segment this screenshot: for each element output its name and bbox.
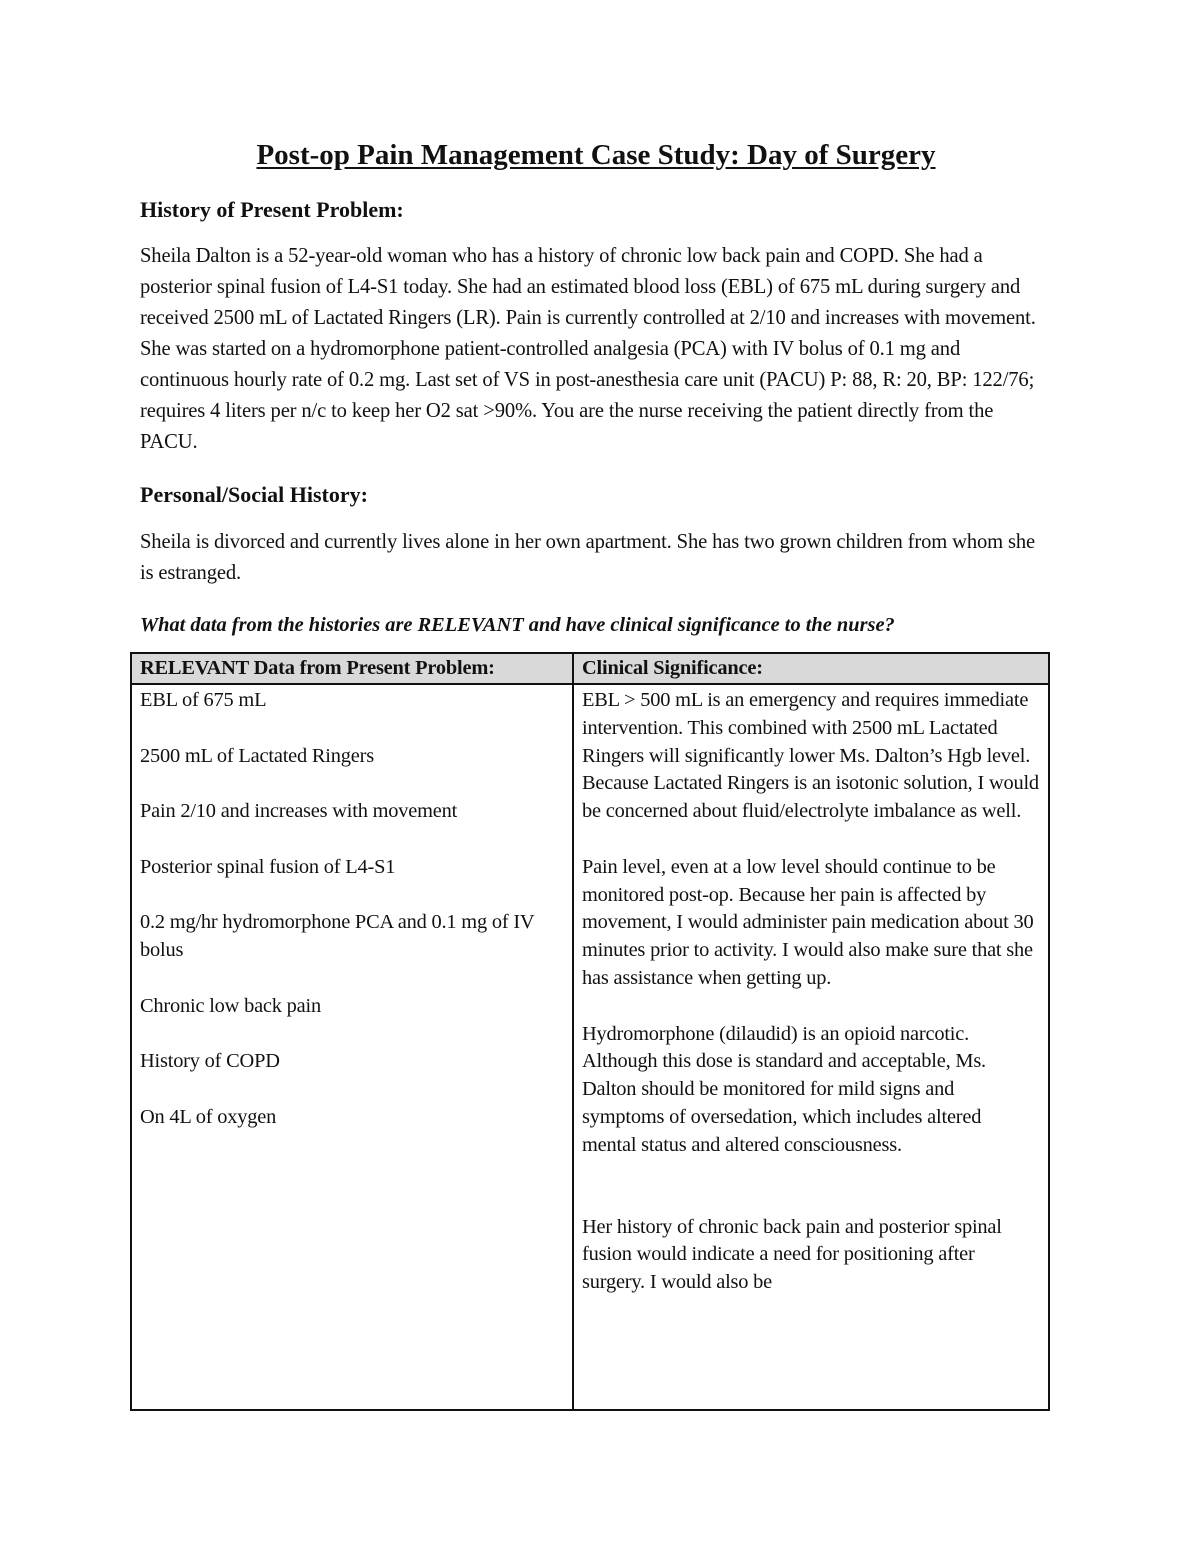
significance-paragraph: Hydromorphone (dilaudid) is an opioid narcotic. Although this dose is standard and acceptable, Ms. Dalton should be monitored for mild signs and symptoms of oversedation, which includes altered mental status and altered consciousness.: [582, 1022, 986, 1156]
list-item: EBL of 675 mL: [140, 689, 267, 711]
list-item: On 4L of oxygen: [140, 1105, 277, 1128]
significance-paragraph: Pain level, even at a low level should continue to be monitored post-op. Because her pain is affected by movement, I would administer pain medication about 30 minutes prior to activity. I would also make sure that she has assistance when getting up.: [582, 855, 1034, 989]
social-history-paragraph: Sheila is divorced and currently lives alone in her own apartment. She has two grown children from whom she is estranged.: [140, 530, 1035, 584]
relevant-data-table: [130, 652, 1050, 1411]
list-item: Chronic low back pain: [140, 994, 321, 1017]
social-history-heading: Personal/Social History:: [140, 482, 368, 508]
list-item: 2500 mL of Lactated Ringers: [140, 744, 374, 767]
list-item: 0.2 mg/hr hydromorphone PCA and 0.1 mg of IV bolus: [140, 911, 535, 962]
table-row: [131, 684, 1049, 1410]
table-header-row: [131, 653, 1049, 684]
document-title: Post-op Pain Management Case Study: Day of Surgery: [256, 139, 936, 171]
header-clinical-significance: Clinical Significance:: [573, 653, 1049, 684]
relevance-question: What data from the histories are RELEVANT and have clinical significance to the nurse?: [140, 613, 895, 636]
significance-paragraph: Her history of chronic back pain and posterior spinal fusion would indicate a need for positioning after surgery. I would also be: [582, 1215, 1002, 1294]
document-page: [140, 138, 1052, 653]
list-item: History of COPD: [140, 1050, 280, 1073]
list-item: Pain 2/10 and increases with movement: [140, 800, 458, 823]
clinical-significance-cell: [573, 684, 1049, 1410]
history-heading: History of Present Problem:: [140, 196, 404, 222]
header-relevant-data: RELEVANT Data from Present Problem:: [131, 653, 573, 684]
relevant-data-cell: [131, 684, 573, 1410]
history-paragraph: Sheila Dalton is a 52-year-old woman who has a history of chronic low back pain and COPD. She had a posterior spinal fusion of L4-S1 today. She had an estimated blood loss (EBL) of 675 mL during surgery and received 2500 mL of Lactated Ringers (LR). Pain is currently controlled at 2/10 and increases with movement. She was started on a hydromorphone patient-controlled analgesia (PCA) with IV bolus of 0.1 mg and continuous hourly rate of 0.2 mg. Last set of VS in post-anesthesia care unit (PACU) P: 88, R: 20, BP: 122/76; requires 4 liters per n/c to keep her O2 sat >90%. You are the nurse receiving the patient directly from the PACU.: [140, 245, 1036, 454]
significance-paragraph: EBL > 500 mL is an emergency and requires immediate intervention. This combined with 2500 mL Lactated Ringers will significantly lower Ms. Dalton’s Hgb level. Because Lactated Ringers is an isotonic solution, I would be concerned about fluid/electrolyte imbalance as well.: [582, 689, 1039, 823]
list-item: Posterior spinal fusion of L4-S1: [140, 855, 396, 878]
